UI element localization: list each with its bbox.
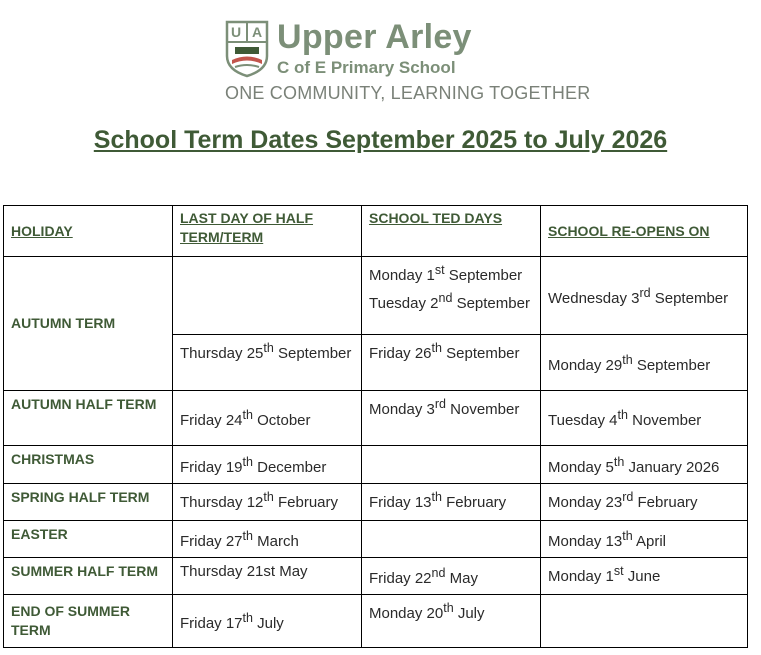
last-day-cell: Friday 19th December <box>173 446 362 484</box>
reopens-cell: Tuesday 4th November <box>541 391 748 446</box>
holiday-cell: CHRISTMAS <box>4 446 173 484</box>
holiday-cell: EASTER <box>4 521 173 558</box>
table-row <box>4 521 748 558</box>
last-day-cell: Friday 24th October <box>173 391 362 446</box>
header-last-day: LAST DAY OF HALF TERM/TERM <box>173 206 362 257</box>
reopens-cell: Monday 13th April <box>541 521 748 558</box>
ted-date: Tuesday 2nd September <box>369 291 530 312</box>
school-logo <box>225 18 591 106</box>
reopens-cell: Monday 1st June <box>541 558 748 595</box>
reopens-cell: Wednesday 3rd September <box>541 257 748 335</box>
header-holiday: HOLIDAY <box>4 206 173 257</box>
holiday-cell: END OF SUMMER TERM <box>4 595 173 648</box>
ted-days-cell <box>362 521 541 558</box>
holiday-cell: AUTUMN TERM <box>4 257 173 391</box>
last-day-cell: Thursday 12th February <box>173 484 362 521</box>
holiday-cell: SUMMER HALF TERM <box>4 558 173 595</box>
reopens-cell: Monday 23rd February <box>541 484 748 521</box>
last-day-cell: Thursday 25th September <box>173 335 362 391</box>
reopens-cell <box>541 595 748 648</box>
crest-letter-u: U <box>230 24 242 40</box>
header-ted-days: SCHOOL TED DAYS <box>362 206 541 257</box>
last-day-cell: Thursday 21st May <box>173 558 362 595</box>
ted-days-cell: Friday 26th September <box>362 335 541 391</box>
last-day-cell: Friday 27th March <box>173 521 362 558</box>
crest-letter-a: A <box>251 24 263 40</box>
table-row <box>4 558 748 595</box>
ted-days-cell: Friday 22nd May <box>362 558 541 595</box>
last-day-cell: Friday 17th July <box>173 595 362 648</box>
school-motto: ONE COMMUNITY, LEARNING TOGETHER <box>225 83 591 103</box>
table-header-row <box>4 206 748 257</box>
table-row <box>4 484 748 521</box>
school-name: Upper Arley <box>277 18 472 56</box>
ted-days-cell <box>362 257 541 335</box>
holiday-cell: SPRING HALF TERM <box>4 484 173 521</box>
page-title: School Term Dates September 2025 to July 2026 <box>93 126 668 154</box>
holiday-cell: AUTUMN HALF TERM <box>4 391 173 446</box>
table-row <box>4 391 748 446</box>
header-reopens: SCHOOL RE-OPENS ON <box>541 206 748 257</box>
table-row <box>4 257 748 335</box>
ted-date: Monday 1st September <box>369 263 523 284</box>
school-subtitle: C of E Primary School <box>277 58 456 77</box>
last-day-cell <box>173 257 362 335</box>
ted-days-cell <box>362 446 541 484</box>
ted-days-cell: Friday 13th February <box>362 484 541 521</box>
school-crest-icon <box>225 20 269 78</box>
ted-days-cell: Monday 20th July <box>362 595 541 648</box>
ted-days-cell: Monday 3rd November <box>362 391 541 446</box>
reopens-cell: Monday 5th January 2026 <box>541 446 748 484</box>
table-row <box>4 446 748 484</box>
table-row <box>4 595 748 648</box>
reopens-cell: Monday 29th September <box>541 335 748 391</box>
term-dates-table <box>3 205 748 648</box>
